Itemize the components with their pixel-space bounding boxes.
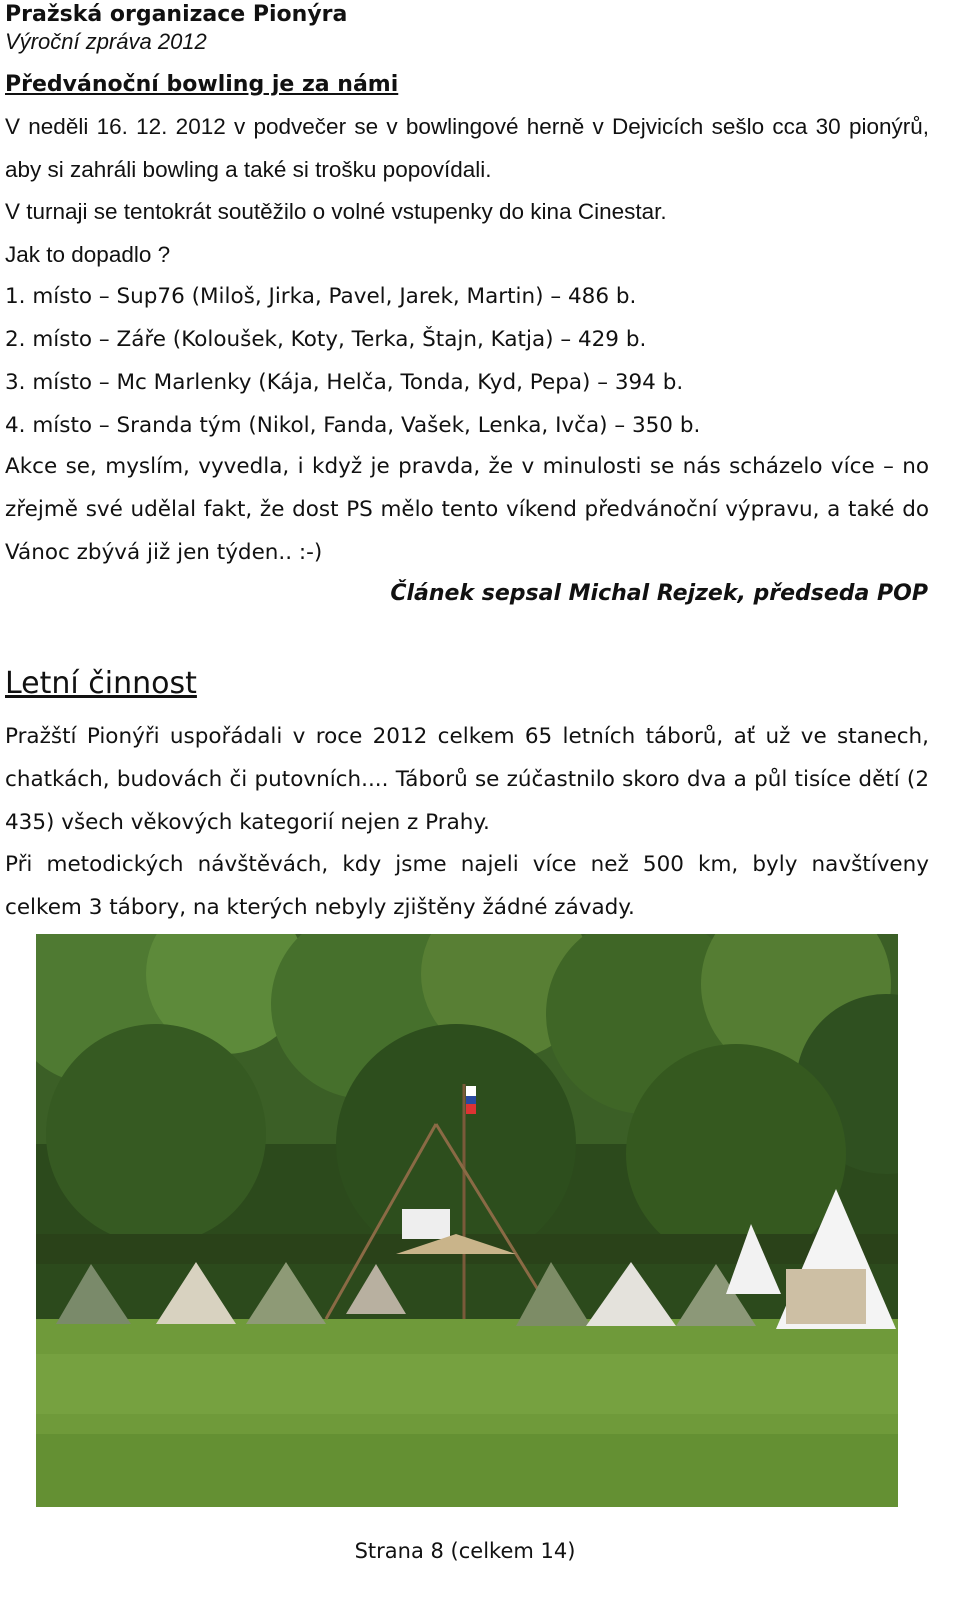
article-title-bowling: Předvánoční bowling je za námi	[5, 72, 399, 97]
page-header	[5, 0, 347, 56]
result-item: 2. místo – Záře (Koloušek, Koty, Terka, Štajn, Katja) – 429 b.	[5, 327, 647, 352]
article-signature: Článek sepsal Michal Rejzek, předseda POP	[390, 581, 928, 606]
page-number: Strana 8 (celkem 14)	[354, 1539, 576, 1563]
summer-paragraph-2: Při metodických návštěvách, kdy jsme najeli více než 500 km, byly navštíveny celkem 3 tábory, na kterých nebyly zjištěny žádné závady.	[5, 852, 929, 920]
bowling-intro-2: V turnaji se tentokrát soutěžilo o volné vstupenky do kina Cinestar.	[5, 199, 667, 224]
bowling-intro-3: Jak to dopadlo ?	[5, 242, 171, 267]
bowling-results-list	[5, 275, 929, 447]
organization-name: Pražská organizace Pionýra	[5, 2, 348, 27]
result-item: 4. místo – Sranda tým (Nikol, Fanda, Vašek, Lenka, Ivča) – 350 b.	[5, 413, 701, 438]
bowling-intro-1: V neděli 16. 12. 2012 v podvečer se v bowlingové herně v Dejvicích sešlo cca 30 pionýrů, aby si zahráli bowling a také si trošku popovídali.	[5, 114, 929, 182]
summer-camp-photo	[36, 934, 898, 1507]
result-item: 3. místo – Mc Marlenky (Kája, Helča, Tonda, Kyd, Pepa) – 394 b.	[5, 370, 684, 395]
report-title: Výroční zpráva 2012	[5, 29, 207, 54]
result-item: 1. místo – Sup76 (Miloš, Jirka, Pavel, Jarek, Martin) – 486 b.	[5, 284, 637, 309]
summer-paragraph-1: Pražští Pionýři uspořádali v roce 2012 celkem 65 letních táborů, ať už ve stanech, chatkách, budovách či putovních.... Táborů se zúčastnilo skoro dva a půl tisíce dětí (2 435) všech věkových kategorií nejen z Prahy.	[5, 724, 929, 835]
bowling-conclusion: Akce se, myslím, vyvedla, i když je pravda, že v minulosti se nás scházelo více – no zřejmě své udělal fakt, že dost PS mělo tento víkend předvánoční výpravu, a také do Vánoc zbývá již jen týden.. :-)	[5, 454, 929, 565]
section-title-summer: Letní činnost	[5, 666, 197, 701]
